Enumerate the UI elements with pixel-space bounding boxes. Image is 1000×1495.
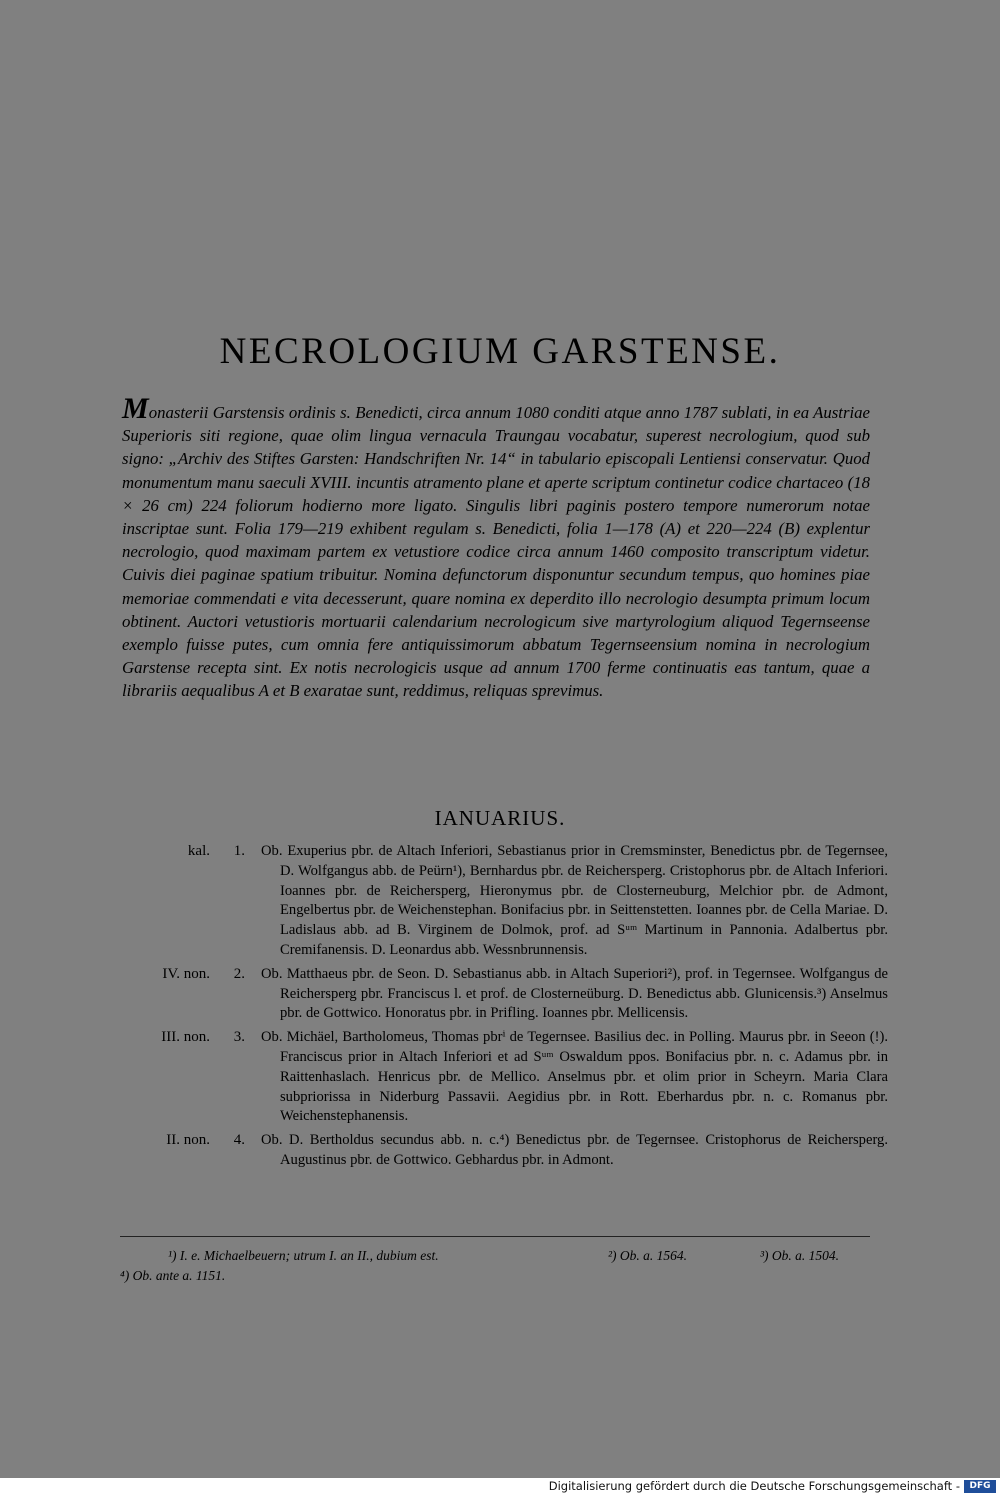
footnotes <box>120 1246 870 1286</box>
entry-text: Ob. Exuperius pbr. de Altach Inferiori, Sebastianus prior in Cremsminster, Benedictus pbr. de Tegernsee, D. Wolfgangus abb. de Peürn¹), Bernhardus pbr. de Reichersperg. Cristophorus pbr. de Altach Inferiori. Ioannes pbr. de Reichersperg, Hieronymus pbr. de Closterneuburg, Melchior pbr. de Admont, Engelbertus pbr. de Weichenstephan. Bonifacius pbr. in Seittenstetten. Ioannes pbr. de Cella Mariae. D. Ladislaus abb. ad B. Virginem de Dolmok, prof. ad Sᵘᵐ Martinum in Pannonia. Adalbertus pbr. Cremifanensis. D. Leonardus abb. Wessnbrunnensis. <box>261 843 888 958</box>
page-title: NECROLOGIUM GARSTENSE. <box>219 331 781 372</box>
digitization-footer <box>0 1478 1000 1495</box>
entry-date: IV. non. <box>162 965 210 982</box>
entry-date: kal. <box>187 843 210 859</box>
entry-jan-2 <box>0 965 1000 1024</box>
footnote-1: ¹) I. e. Michaelbeuern; utrum I. an II., dubium est. <box>168 1248 439 1263</box>
month-heading: IANUARIUS. <box>434 806 566 830</box>
footnote-3: ³) Ob. a. 1504. <box>760 1248 840 1263</box>
footnote-row-1 <box>120 1246 870 1266</box>
entry-day-number: 1. <box>233 843 245 859</box>
footnote-2: ²) Ob. a. 1564. <box>608 1248 688 1263</box>
dfg-logo-icon: DFG <box>964 1480 996 1493</box>
entry-text: Ob. Michäel, Bartholomeus, Thomas pbrⁱ de Tegernsee. Basilius dec. in Polling. Maurus pbr. in Seeon (!). Franciscus prior in Altach Inferiori et ad Sᵘᵐ Oswaldum ppos. Bonifacius pbr. n. c. Adamus pbr. in Raittenhaslach. Henricus pbr. de Mellico. Anselmus pbr. et olim prior in Scheyrn. Maria Clara subpriorissa in Niderburg Passavii. Aegidius pbr. in Rott. Eberhardus pbr. n. c. Romanus pbr. Weichenstephanensis. <box>261 1029 888 1125</box>
entry-date: III. non. <box>161 1029 210 1046</box>
intro-paragraph <box>122 392 870 703</box>
footnote-row-2 <box>120 1266 870 1286</box>
entry-day-number: 4. <box>233 1132 245 1149</box>
necrology-entries <box>0 842 1000 1175</box>
footnote-divider <box>120 1236 870 1237</box>
entry-text: Ob. Matthaeus pbr. de Seon. D. Sebastianus abb. in Altach Superiori²), prof. in Tegernsee. Wolfgangus de Reichersperg pbr. Franciscus l. et prof. de Closterneüburg. D. Benedictus abb. Glunicensis.³) Anselmus pbr. de Gottwico. Honoratus pbr. in Prifling. Ioannes pbr. Mellicensis. <box>261 965 888 1022</box>
entry-jan-4 <box>0 1131 1000 1171</box>
entry-day-number: 3. <box>233 1029 245 1046</box>
entry-jan-1 <box>0 842 1000 961</box>
entry-jan-3 <box>0 1028 1000 1127</box>
footnote-4: ⁴) Ob. ante a. 1151. <box>120 1268 226 1283</box>
funding-credit: Digitalisierung gefördert durch die Deutsche Forschungsgemeinschaft - <box>548 1479 960 1493</box>
entry-day-number: 2. <box>233 965 245 982</box>
entry-text: Ob. D. Bertholdus secundus abb. n. c.⁴) Benedictus pbr. de Tegernsee. Cristophorus de Reichersperg. Augustinus pbr. de Gottwico. Gebhardus pbr. in Admont. <box>261 1132 888 1168</box>
drop-cap: M <box>122 392 149 425</box>
entry-date: II. non. <box>166 1132 210 1149</box>
intro-text: onasterii Garstensis ordinis s. Benedicti, circa annum 1080 conditi atque anno 1787 sublati, in ea Austriae Superioris siti regione, quae olim lingua vernacula Traungau vocabatur, superest necrologium, quod sub signo: „Archiv des Stiftes Garsten: Handschriften Nr. 14“ in tabulario episcopali Lentiensi conservatur. Quod monumentum manu saeculi XVIII. incuntis atramento plane et aperte scriptum continetur codice chartaceo (18 × 26 cm) 224 foliorum hodierno more ligato. Singulis libri paginis postero tempore numerorum notae inscriptae sunt. Folia 179—219 exhibent regulam s. Benedicti, folia 1—178 (A) et 220—224 (B) explentur necrologio, quod maximam partem ex vetustiore codice circa annum 1460 composito transcriptum videtur. Cuivis diei paginae spatium tribuitur. Nomina defunctorum disponuntur secundum tempus, quo homines piae memoriae commendati e vita decesserunt, quare nomina ex deperdito illo necrologio desumpta primum locum obtinent. Auctori vetustioris mortuarii calendarium necrologicum sive martyrologium aliquod Tegernseense exemplo fuisse putes, cum omnia fere antiquissimorum abbatum Tegernseensium nomina in necrologium Garstense recepta sint. Ex notis necrologicis usque ad annum 1700 ferme continuatis eas tantum, quae a librariis aequalibus A et B exaratae sunt, reddimus, reliquas sprevimus. <box>122 403 870 701</box>
